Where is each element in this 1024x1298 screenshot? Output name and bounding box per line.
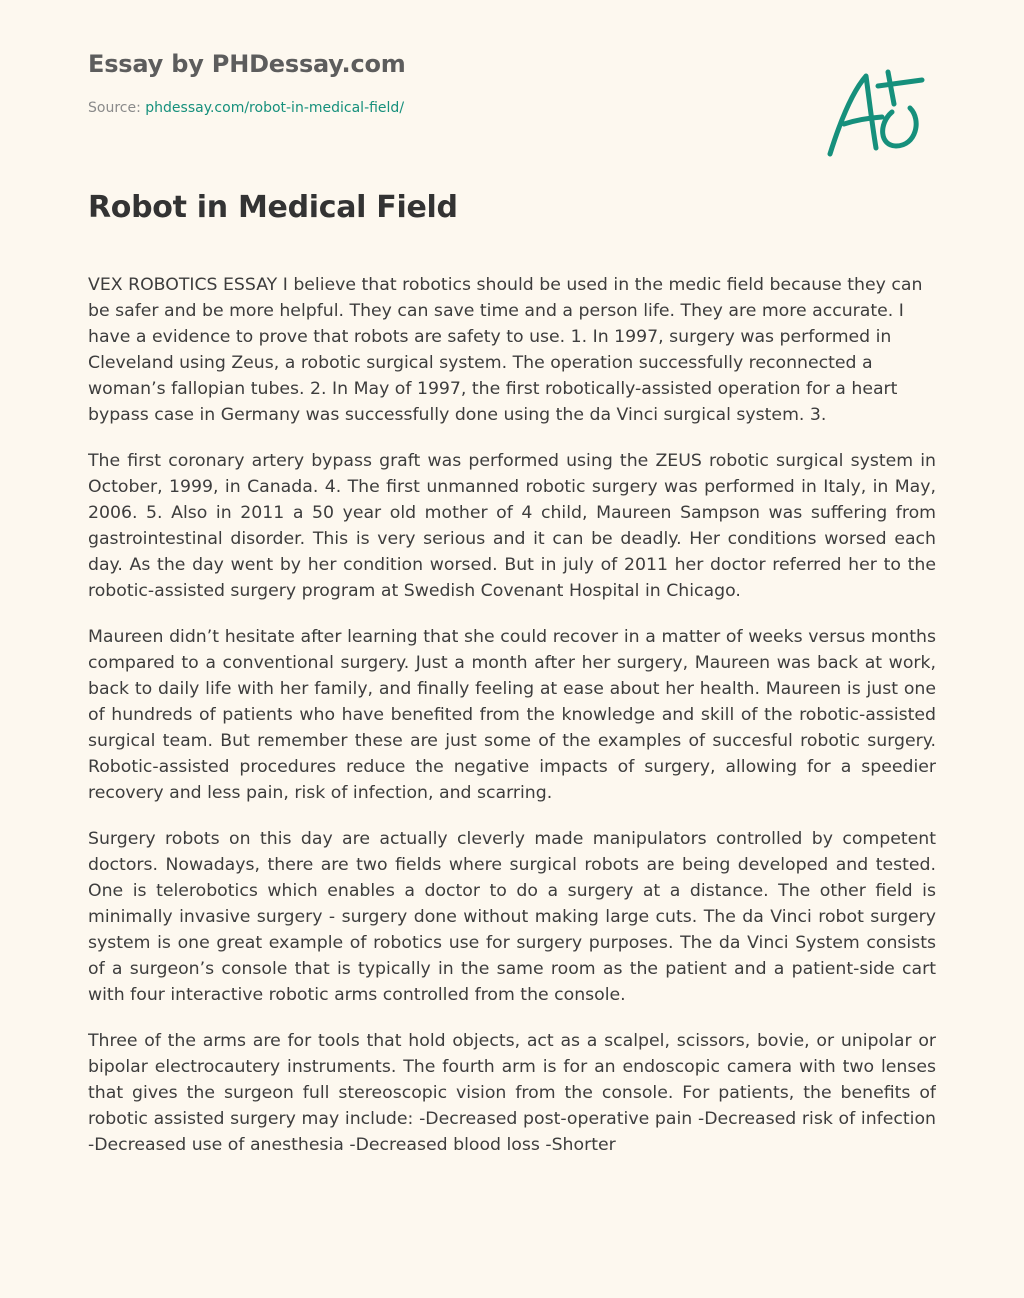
essay-paragraph: Maureen didn’t hesitate after learning that she could recover in a matter of weeks versus months compared to a conventional surgery. Just a month after her surgery, Maureen was back at work, back to daily life with her family, and finally feeling at ease about her health. Maureen is just one of hundreds of patients who have benefited from the knowledge and skill of the robotic-assisted surgical team. But remember these are just some of the examples of succesful robotic surgery. Robotic-assisted procedures reduce the negative impacts of surgery, allowing for a speedier recovery and less pain, risk of infection, and scarring. <box>88 627 936 803</box>
essay-paragraph: VEX ROBOTICS ESSAY I believe that robotics should be used in the medic field because they can be safer and be more helpful. They can save time and a person life. They are more accurate. I have a evidence to prove that robots are safety to use. 1. In 1997, surgery was performed in Cleveland using Zeus, a robotic surgical system. The operation successfully reconnected a woman’s fallopian tubes. 2. In May of 1997, the first robotically-assisted operation for a heart bypass case in Germany was successfully done using the da Vinci surgical system. 3. <box>88 275 923 425</box>
essay-paragraph: The first coronary artery bypass graft was performed using the ZEUS robotic surgical system in October, 1999, in Canada. 4. The first unmanned robotic surgery was performed in Italy, in May, 2006. 5. Also in 2011 a 50 year old mother of 4 child, Maureen Sampson was suffering from gastrointestinal disorder. This is very serious and it can be deadly. Her conditions worsed each day. As the day went by her condition worsed. But in july of 2011 her doctor referred her to the robotic-assisted surgery program at Swedish Covenant Hospital in Chicago. <box>88 451 936 601</box>
essay-title: Robot in Medical Field <box>88 190 458 225</box>
brand-title: Essay by PHDessay.com <box>88 50 406 78</box>
source-link[interactable]: phdessay.com/robot-in-medical-field/ <box>145 100 405 116</box>
essay-body <box>88 272 936 1250</box>
source-line <box>88 100 406 116</box>
a-plus-grade-icon <box>822 62 932 162</box>
site-header <box>88 50 406 116</box>
essay-paragraph: Surgery robots on this day are actually cleverly made manipulators controlled by competent doctors. Nowadays, there are two fields where surgical robots are being developed and tested. One is telerobotics which enables a doctor to do a surgery at a distance. The other field is minimally invasive surgery - surgery done without making large cuts. The da Vinci robot surgery system is one great example of robotics use for surgery purposes. The da Vinci System consists of a surgeon’s console that is typically in the same room as the patient and a patient-side cart with four interactive robotic arms controlled from the console. <box>88 829 936 1005</box>
source-label: Source: <box>88 100 146 116</box>
essay-paragraph: Three of the arms are for tools that hold objects, act as a scalpel, scissors, bovie, or unipolar or bipolar electrocautery instruments. The fourth arm is for an endoscopic camera with two lenses that gives the surgeon full stereoscopic vision from the console. For patients, the benefits of robotic assisted surgery may include: -Decreased post-operative pain -Decreased risk of infection -Decreased use of anesthesia -Decreased blood loss -Shorter <box>88 1031 936 1155</box>
